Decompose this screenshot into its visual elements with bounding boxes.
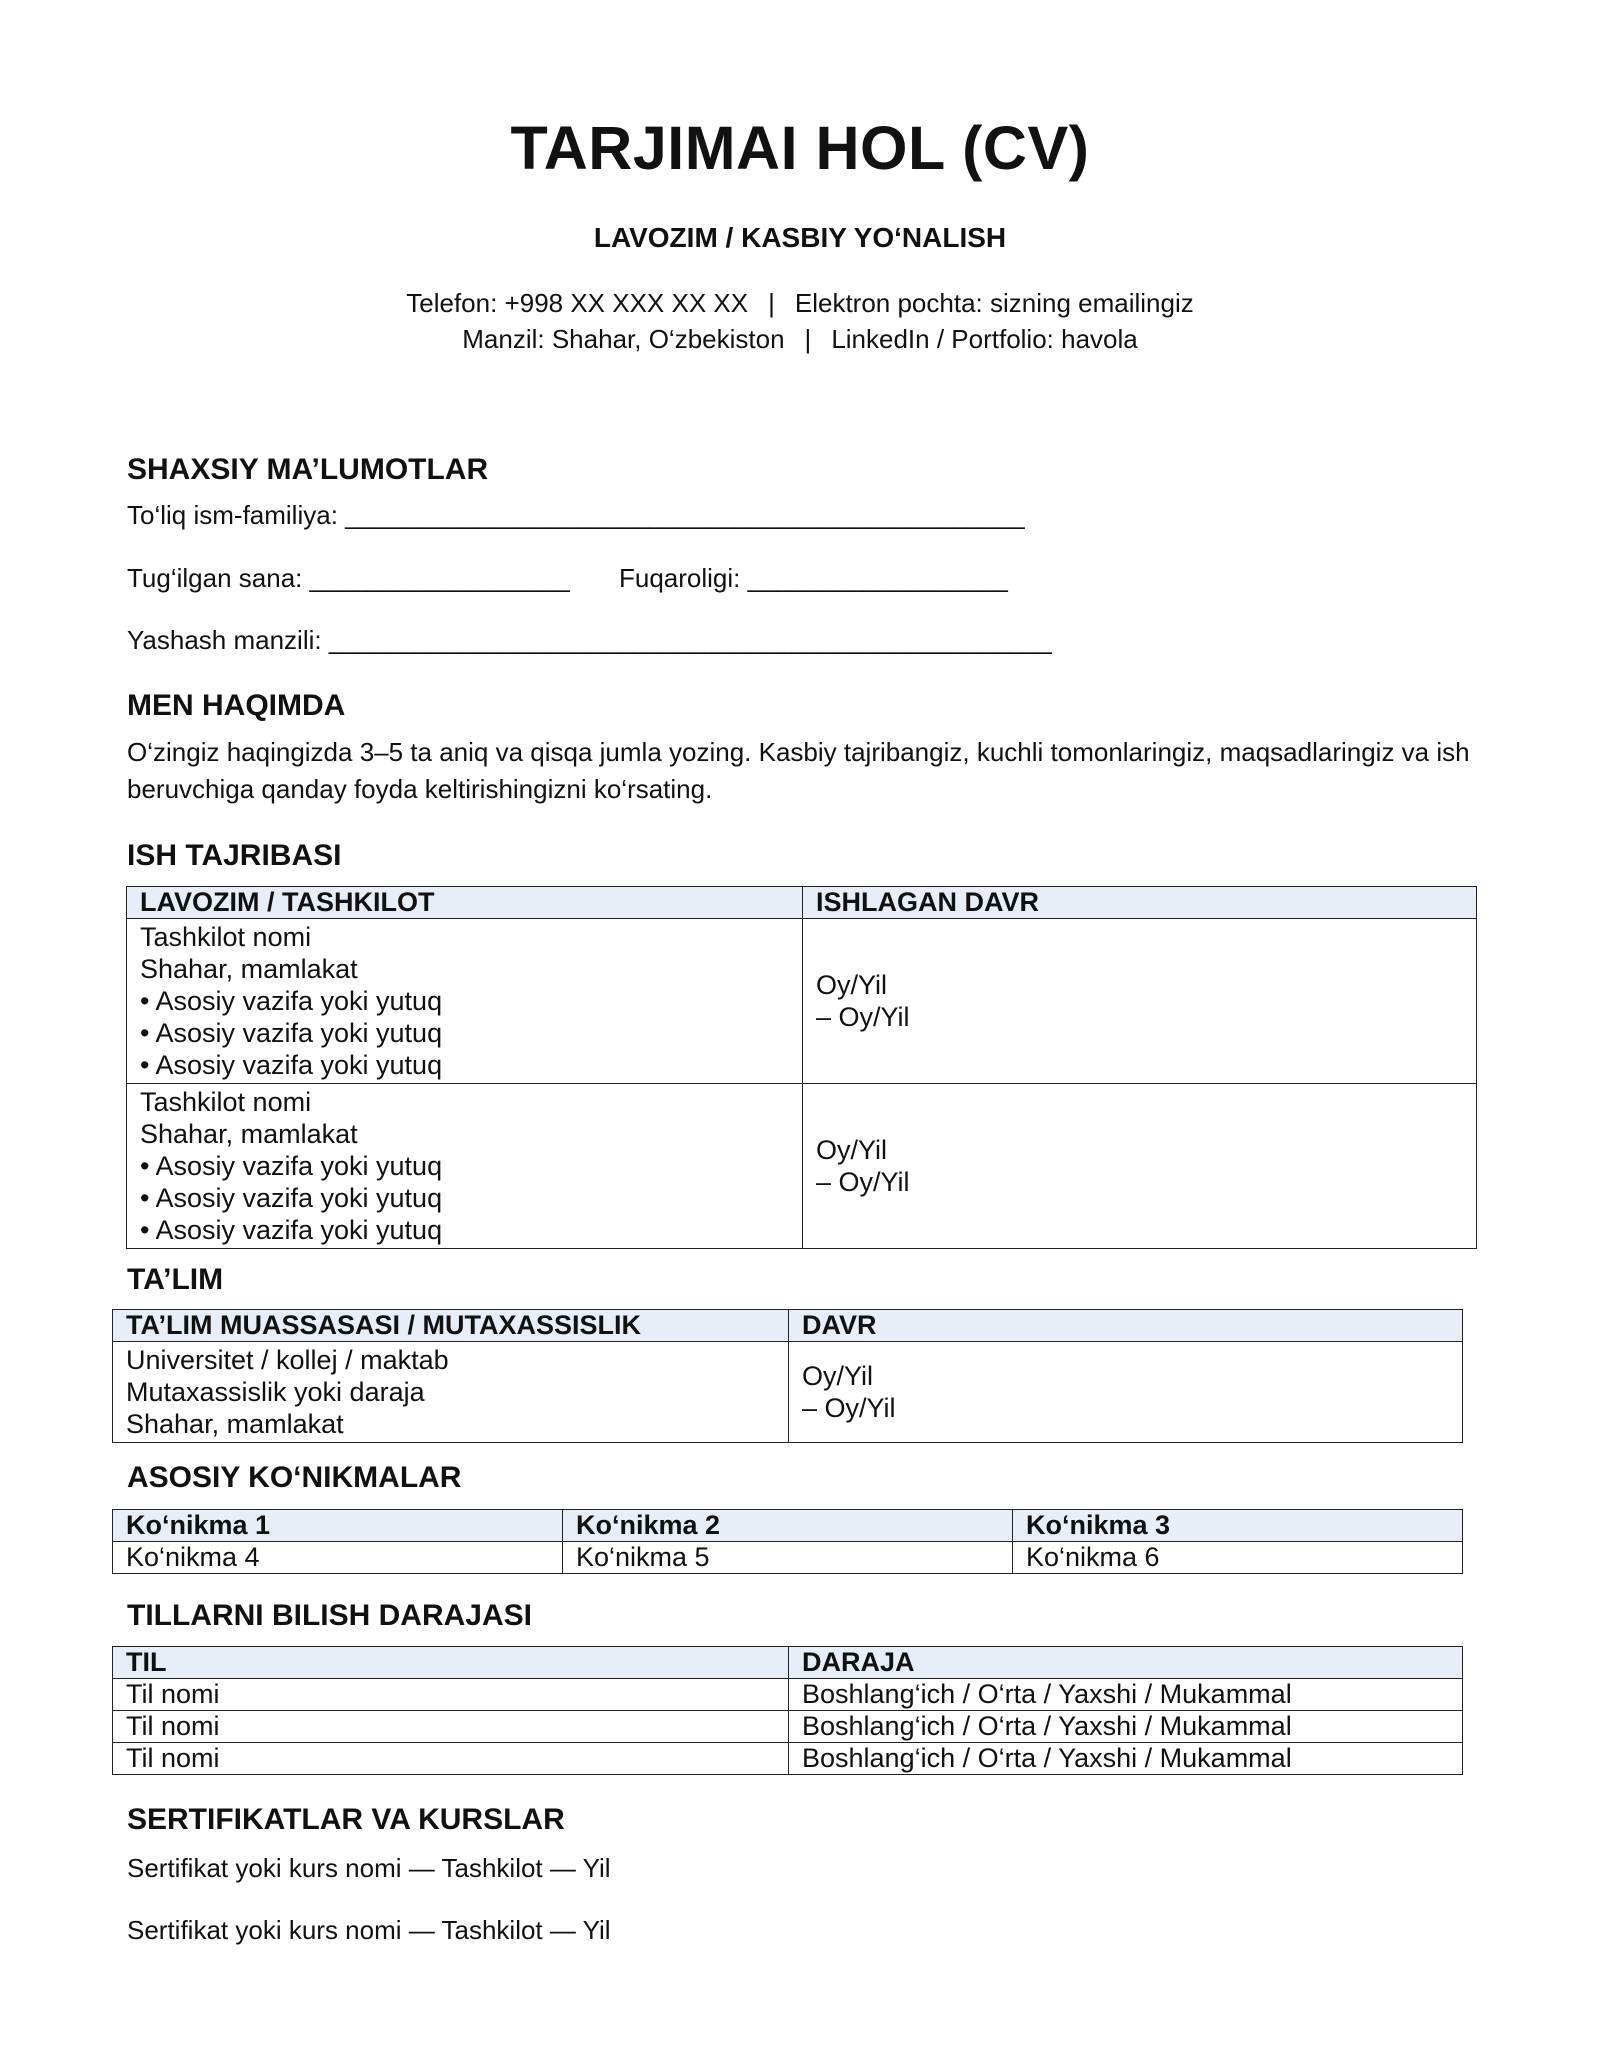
period-cell xyxy=(803,1084,1477,1249)
skills-table xyxy=(112,1509,1463,1574)
table-row xyxy=(113,1711,1463,1743)
language-level: Boshlang‘ich / O‘rta / Yaxshi / Mukammal xyxy=(789,1743,1463,1775)
column-header: TIL xyxy=(113,1647,789,1679)
skills-heading: ASOSIY KO‘NIKMALAR xyxy=(127,1461,462,1494)
duty-bullet: • Asosiy vazifa yoki yutuq xyxy=(140,1183,443,1213)
skill-cell: Ko‘nikma 2 xyxy=(563,1510,1013,1542)
skill-cell: Ko‘nikma 5 xyxy=(563,1542,1013,1574)
table-row xyxy=(113,1542,1463,1574)
duty-bullet: • Asosiy vazifa yoki yutuq xyxy=(140,1018,443,1048)
table-row xyxy=(127,1084,1477,1249)
certificate-item: Sertifikat yoki kurs nomi — Tashkilot — Yil xyxy=(127,1853,611,1883)
document-subtitle: LAVOZIM / KASBIY YO‘NALISH xyxy=(593,222,1007,253)
birth-date-field: Tug‘ilgan sana: __________________ xyxy=(127,563,570,593)
contact-separator: | xyxy=(768,288,775,318)
table-row xyxy=(113,1743,1463,1775)
table-header-row xyxy=(113,1310,1463,1342)
education-entry xyxy=(113,1342,789,1443)
period-cell xyxy=(803,919,1477,1084)
period-start: Oy/Yil xyxy=(802,1361,874,1391)
experience-entry xyxy=(127,919,803,1084)
residence-field: Yashash manzili: __________________________________________________ xyxy=(127,625,1052,655)
duty-bullet: • Asosiy vazifa yoki yutuq xyxy=(140,1050,443,1080)
personal-heading: SHAXSIY MA’LUMOTLAR xyxy=(127,453,489,486)
location-text: Shahar, mamlakat xyxy=(140,1119,358,1149)
certificates-heading: SERTIFIKATLAR VA KURSLAR xyxy=(127,1803,565,1836)
table-row xyxy=(113,1679,1463,1711)
language-name: Til nomi xyxy=(113,1679,789,1711)
language-name: Til nomi xyxy=(113,1711,789,1743)
table-row xyxy=(127,919,1477,1084)
organization-name: Tashkilot nomi xyxy=(140,1087,312,1117)
skill-cell: Ko‘nikma 3 xyxy=(1013,1510,1463,1542)
language-name: Til nomi xyxy=(113,1743,789,1775)
full-name-field: To‘liq ism-familiya: _______________________________________________ xyxy=(127,500,1025,530)
period-cell xyxy=(789,1342,1463,1443)
education-table xyxy=(112,1309,1463,1443)
institution-name: Universitet / kollej / maktab xyxy=(126,1345,449,1375)
document-title: TARJIMAI HOL (CV) xyxy=(510,114,1090,182)
period-end: – Oy/Yil xyxy=(816,1002,910,1032)
duty-bullet: • Asosiy vazifa yoki yutuq xyxy=(140,986,443,1016)
specialty-text: Mutaxassislik yoki daraja xyxy=(126,1377,425,1407)
experience-heading: ISH TAJRIBASI xyxy=(127,839,342,872)
experience-table xyxy=(126,886,1477,1249)
location-text: Shahar, mamlakat xyxy=(126,1409,344,1439)
about-text: O‘zingiz haqingizda 3–5 ta aniq va qisqa jumla yozing. Kasbiy tajribangiz, kuchli tomonlaringiz, maqsadlaringiz va ish beruvchiga qanday foyda keltirishingizni ko‘rsating. xyxy=(127,737,1470,804)
column-header: DAVR xyxy=(789,1310,1463,1342)
address-text: Manzil: Shahar, O‘zbekiston xyxy=(462,324,785,354)
citizenship-field: Fuqaroligi: __________________ xyxy=(619,563,1008,593)
experience-entry xyxy=(127,1084,803,1249)
contact-line-1 xyxy=(0,287,1600,319)
period-start: Oy/Yil xyxy=(816,1135,888,1165)
language-level: Boshlang‘ich / O‘rta / Yaxshi / Mukammal xyxy=(789,1679,1463,1711)
contact-line-2 xyxy=(0,323,1600,355)
language-level: Boshlang‘ich / O‘rta / Yaxshi / Mukammal xyxy=(789,1711,1463,1743)
column-header: ISHLAGAN DAVR xyxy=(803,887,1477,919)
period-start: Oy/Yil xyxy=(816,970,888,1000)
linkedin-text: LinkedIn / Portfolio: havola xyxy=(831,324,1138,354)
duty-bullet: • Asosiy vazifa yoki yutuq xyxy=(140,1151,443,1181)
email-text: Elektron pochta: sizning emailingiz xyxy=(794,288,1194,318)
table-header-row xyxy=(127,887,1477,919)
column-header: DARAJA xyxy=(789,1647,1463,1679)
skill-cell: Ko‘nikma 4 xyxy=(113,1542,563,1574)
organization-name: Tashkilot nomi xyxy=(140,922,312,952)
duty-bullet: • Asosiy vazifa yoki yutuq xyxy=(140,1215,443,1245)
table-header-row xyxy=(113,1647,1463,1679)
location-text: Shahar, mamlakat xyxy=(140,954,358,984)
contact-separator: | xyxy=(804,324,812,354)
skill-cell: Ko‘nikma 6 xyxy=(1013,1542,1463,1574)
about-heading: MEN HAQIMDA xyxy=(127,689,346,722)
languages-table xyxy=(112,1646,1463,1775)
phone-text: Telefon: +998 XX XXX XX XX xyxy=(406,288,749,318)
skill-cell: Ko‘nikma 1 xyxy=(113,1510,563,1542)
languages-heading: TILLARNI BILISH DARAJASI xyxy=(127,1599,532,1632)
period-end: – Oy/Yil xyxy=(816,1167,910,1197)
education-heading: TA’LIM xyxy=(127,1263,224,1296)
column-header: LAVOZIM / TASHKILOT xyxy=(127,887,803,919)
certificate-item: Sertifikat yoki kurs nomi — Tashkilot — Yil xyxy=(127,1915,611,1945)
column-header: TA’LIM MUASSASASI / MUTAXASSISLIK xyxy=(113,1310,789,1342)
table-row xyxy=(113,1342,1463,1443)
period-end: – Oy/Yil xyxy=(802,1393,896,1423)
table-header-row xyxy=(113,1510,1463,1542)
